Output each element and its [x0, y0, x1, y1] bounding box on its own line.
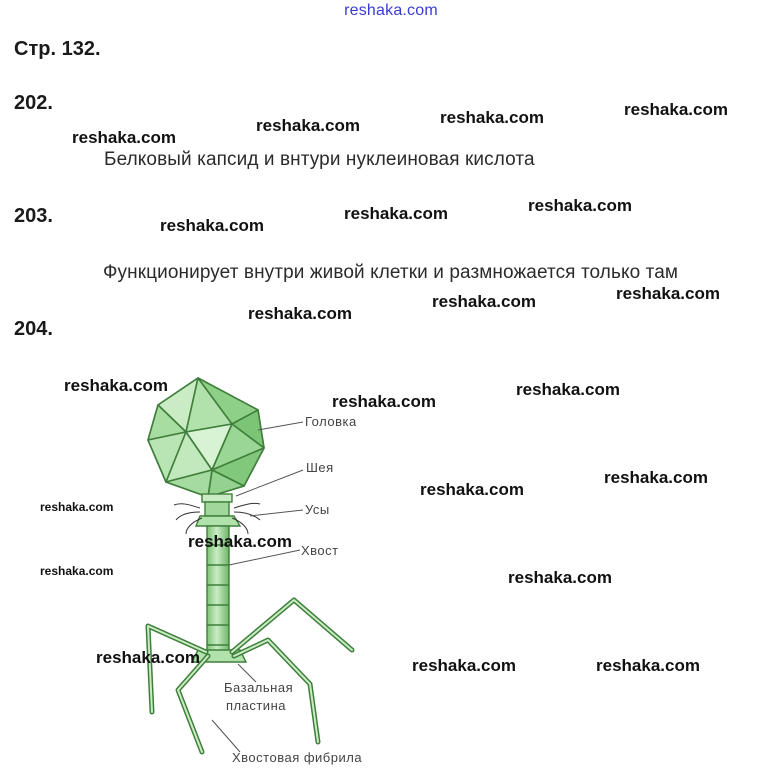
watermark: reshaka.com: [344, 204, 448, 223]
label-base-plate-line2: пластина: [226, 698, 286, 713]
label-head: Головка: [305, 414, 357, 429]
question-number-202: 202.: [14, 92, 53, 114]
question-number-204: 204.: [14, 318, 53, 340]
answer-202: Белковый капсид и внтури нуклеиновая кислота: [104, 149, 535, 170]
label-neck: Шея: [306, 460, 334, 475]
watermark: reshaka.com: [96, 648, 200, 667]
page-title: Стр. 132.: [14, 38, 101, 60]
watermark: reshaka.com: [160, 216, 264, 235]
watermark: reshaka.com: [188, 532, 292, 551]
site-header: reshaka.com: [344, 2, 438, 19]
label-whiskers: Усы: [305, 502, 330, 517]
watermark: reshaka.com: [432, 292, 536, 311]
watermark: reshaka.com: [256, 116, 360, 135]
label-base-plate-line1: Базальная: [224, 680, 294, 695]
answer-203: Функционирует внутри живой клетки и размножается только там: [103, 262, 679, 283]
watermark: reshaka.com: [516, 380, 620, 399]
watermark: reshaka.com: [40, 500, 114, 514]
phage-neck: [196, 494, 240, 526]
watermark: reshaka.com: [64, 376, 168, 395]
watermark: reshaka.com: [420, 480, 524, 499]
watermark: reshaka.com: [440, 108, 544, 127]
label-tail: Хвост: [301, 543, 339, 558]
watermark: reshaka.com: [40, 564, 114, 578]
watermark: reshaka.com: [412, 656, 516, 675]
label-tail-fiber: Хвостовая фибрила: [232, 750, 363, 765]
watermark: reshaka.com: [72, 128, 176, 147]
question-number-203: 203.: [14, 205, 53, 227]
watermark: reshaka.com: [508, 568, 612, 587]
watermark: reshaka.com: [248, 304, 352, 323]
watermark: reshaka.com: [624, 100, 728, 119]
watermark: reshaka.com: [596, 656, 700, 675]
watermark: reshaka.com: [332, 392, 436, 411]
watermark: reshaka.com: [616, 284, 720, 303]
watermark: reshaka.com: [604, 468, 708, 487]
watermark: reshaka.com: [528, 196, 632, 215]
